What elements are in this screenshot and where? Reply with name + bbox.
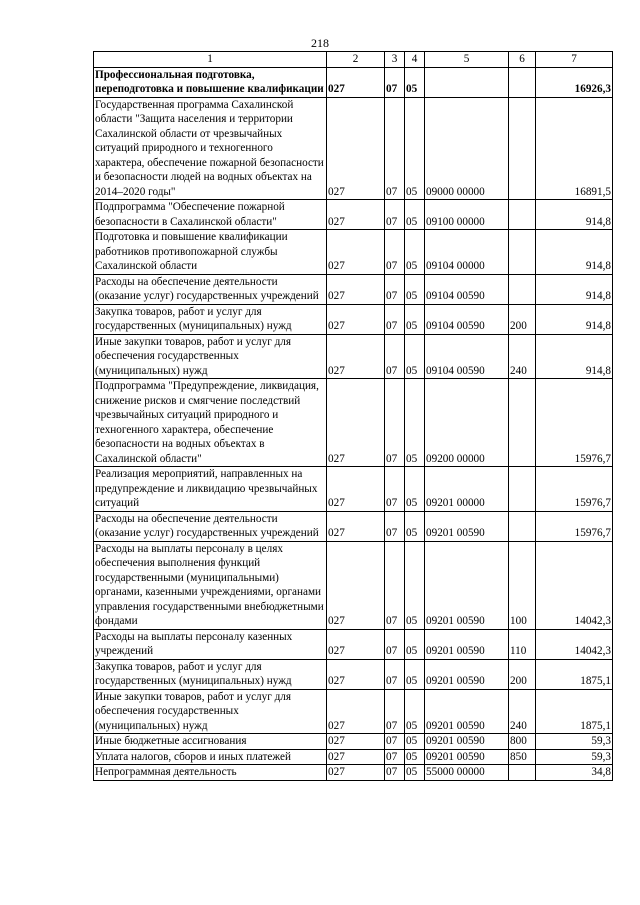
budget-table	[93, 51, 613, 781]
target-code: 09201 00590	[425, 541, 509, 629]
item-name: Закупка товаров, работ и услуг для государственных (муниципальных) нужд	[94, 304, 327, 334]
target-code: 09201 00000	[425, 467, 509, 512]
target-code: 09201 00590	[425, 659, 509, 689]
expense-type-code	[509, 274, 536, 304]
subsection-code: 05	[405, 511, 425, 541]
amount: 1875,1	[536, 659, 613, 689]
item-name: Непрограммная деятельность	[94, 765, 327, 781]
target-code: 09201 00590	[425, 511, 509, 541]
item-name: Подпрограмма "Обеспечение пожарной безопасности в Сахалинской области"	[94, 200, 327, 230]
expense-type-code: 240	[509, 334, 536, 379]
header-cell: 5	[425, 52, 509, 68]
table-row	[94, 467, 613, 512]
item-name: Расходы на выплаты персоналу казенных учреждений	[94, 629, 327, 659]
section-code: 07	[385, 304, 405, 334]
item-name: Подпрограмма "Предупреждение, ликвидация, снижение рисков и смягчение последствий чрезвычайных ситуаций природного и техногенного характера, обеспечение безопасности на водных объектах в Сахалинской области"	[94, 379, 327, 467]
ministry-code: 027	[327, 541, 385, 629]
subsection-code: 05	[405, 629, 425, 659]
item-name: Расходы на выплаты персоналу в целях обеспечения выполнения функций государственными (муниципальными) органами, казенными учреждениями, органами управления государственными внебюджетными фондами	[94, 541, 327, 629]
item-name: Иные закупки товаров, работ и услуг для обеспечения государственных (муниципальных) нужд	[94, 689, 327, 734]
subsection-code: 05	[405, 541, 425, 629]
expense-type-code	[509, 467, 536, 512]
target-code: 09201 00590	[425, 689, 509, 734]
table-row	[94, 67, 613, 97]
subsection-code: 05	[405, 200, 425, 230]
ministry-code: 027	[327, 734, 385, 750]
item-name: Уплата налогов, сборов и иных платежей	[94, 749, 327, 765]
target-code: 09104 00590	[425, 274, 509, 304]
expense-type-code: 200	[509, 659, 536, 689]
section-code: 07	[385, 659, 405, 689]
subsection-code: 05	[405, 734, 425, 750]
amount: 59,3	[536, 734, 613, 750]
table-row	[94, 765, 613, 781]
subsection-code: 05	[405, 334, 425, 379]
header-cell: 1	[94, 52, 327, 68]
section-code: 07	[385, 511, 405, 541]
section-code: 07	[385, 97, 405, 200]
item-name: Профессиональная подготовка, переподготовка и повышение квалификации	[94, 67, 327, 97]
item-name: Иные бюджетные ассигнования	[94, 734, 327, 750]
header-row	[94, 52, 613, 68]
table-row	[94, 734, 613, 750]
item-name: Расходы на обеспечение деятельности (оказание услуг) государственных учреждений	[94, 511, 327, 541]
amount: 914,8	[536, 334, 613, 379]
subsection-code: 05	[405, 659, 425, 689]
section-code: 07	[385, 379, 405, 467]
amount: 14042,3	[536, 541, 613, 629]
expense-type-code: 850	[509, 749, 536, 765]
expense-type-code: 240	[509, 689, 536, 734]
table-row	[94, 379, 613, 467]
table-row	[94, 659, 613, 689]
subsection-code: 05	[405, 230, 425, 275]
amount: 15976,7	[536, 379, 613, 467]
amount: 16891,5	[536, 97, 613, 200]
section-code: 07	[385, 230, 405, 275]
amount: 914,8	[536, 304, 613, 334]
section-code: 07	[385, 334, 405, 379]
target-code: 09100 00000	[425, 200, 509, 230]
ministry-code: 027	[327, 230, 385, 275]
table-row	[94, 541, 613, 629]
amount: 15976,7	[536, 467, 613, 512]
section-code: 07	[385, 629, 405, 659]
page-number: 218	[311, 36, 329, 50]
section-code: 07	[385, 467, 405, 512]
item-name: Иные закупки товаров, работ и услуг для обеспечения государственных (муниципальных) нужд	[94, 334, 327, 379]
header-cell: 6	[509, 52, 536, 68]
table-row	[94, 689, 613, 734]
table-row	[94, 304, 613, 334]
ministry-code: 027	[327, 274, 385, 304]
amount: 14042,3	[536, 629, 613, 659]
table-row	[94, 97, 613, 200]
expense-type-code	[509, 67, 536, 97]
target-code: 09201 00590	[425, 629, 509, 659]
target-code: 09200 00000	[425, 379, 509, 467]
ministry-code: 027	[327, 689, 385, 734]
target-code: 09201 00590	[425, 734, 509, 750]
subsection-code: 05	[405, 689, 425, 734]
expense-type-code: 800	[509, 734, 536, 750]
expense-type-code: 110	[509, 629, 536, 659]
target-code: 55000 00000	[425, 765, 509, 781]
expense-type-code	[509, 200, 536, 230]
target-code: 09104 00000	[425, 230, 509, 275]
item-name: Закупка товаров, работ и услуг для государственных (муниципальных) нужд	[94, 659, 327, 689]
table-row	[94, 200, 613, 230]
amount: 914,8	[536, 230, 613, 275]
table-row	[94, 274, 613, 304]
ministry-code: 027	[327, 379, 385, 467]
subsection-code: 05	[405, 304, 425, 334]
expense-type-code	[509, 511, 536, 541]
item-name: Государственная программа Сахалинской области "Защита населения и территории Сахалинской области от чрезвычайных ситуаций природного и техногенного характера, обеспечение пожарной безопасности и безопасности людей на водных объектах на 2014–2020 годы"	[94, 97, 327, 200]
section-code: 07	[385, 734, 405, 750]
expense-type-code	[509, 379, 536, 467]
ministry-code: 027	[327, 467, 385, 512]
subsection-code: 05	[405, 379, 425, 467]
target-code: 09000 00000	[425, 97, 509, 200]
section-code: 07	[385, 541, 405, 629]
subsection-code: 05	[405, 274, 425, 304]
ministry-code: 027	[327, 749, 385, 765]
expense-type-code: 200	[509, 304, 536, 334]
subsection-code: 05	[405, 765, 425, 781]
table-row	[94, 629, 613, 659]
header-cell: 3	[385, 52, 405, 68]
ministry-code: 027	[327, 97, 385, 200]
table-row	[94, 749, 613, 765]
expense-type-code	[509, 97, 536, 200]
section-code: 07	[385, 67, 405, 97]
section-code: 07	[385, 765, 405, 781]
section-code: 07	[385, 749, 405, 765]
item-name: Расходы на обеспечение деятельности (оказание услуг) государственных учреждений	[94, 274, 327, 304]
section-code: 07	[385, 200, 405, 230]
expense-type-code: 100	[509, 541, 536, 629]
ministry-code: 027	[327, 659, 385, 689]
amount: 914,8	[536, 274, 613, 304]
amount: 1875,1	[536, 689, 613, 734]
item-name: Подготовка и повышение квалификации работников противопожарной службы Сахалинской области	[94, 230, 327, 275]
table-row	[94, 511, 613, 541]
item-name: Реализация мероприятий, направленных на предупреждение и ликвидацию чрезвычайных ситуаций	[94, 467, 327, 512]
ministry-code: 027	[327, 765, 385, 781]
expense-type-code	[509, 765, 536, 781]
amount: 16926,3	[536, 67, 613, 97]
header-cell: 4	[405, 52, 425, 68]
ministry-code: 027	[327, 304, 385, 334]
subsection-code: 05	[405, 67, 425, 97]
subsection-code: 05	[405, 749, 425, 765]
section-code: 07	[385, 274, 405, 304]
ministry-code: 027	[327, 511, 385, 541]
amount: 34,8	[536, 765, 613, 781]
header-cell: 2	[327, 52, 385, 68]
amount: 59,3	[536, 749, 613, 765]
ministry-code: 027	[327, 67, 385, 97]
table-row	[94, 334, 613, 379]
ministry-code: 027	[327, 200, 385, 230]
ministry-code: 027	[327, 629, 385, 659]
amount: 914,8	[536, 200, 613, 230]
target-code: 09104 00590	[425, 304, 509, 334]
expense-type-code	[509, 230, 536, 275]
header-cell: 7	[536, 52, 613, 68]
ministry-code: 027	[327, 334, 385, 379]
target-code: 09104 00590	[425, 334, 509, 379]
target-code	[425, 67, 509, 97]
subsection-code: 05	[405, 467, 425, 512]
subsection-code: 05	[405, 97, 425, 200]
section-code: 07	[385, 689, 405, 734]
target-code: 09201 00590	[425, 749, 509, 765]
amount: 15976,7	[536, 511, 613, 541]
table-row	[94, 230, 613, 275]
